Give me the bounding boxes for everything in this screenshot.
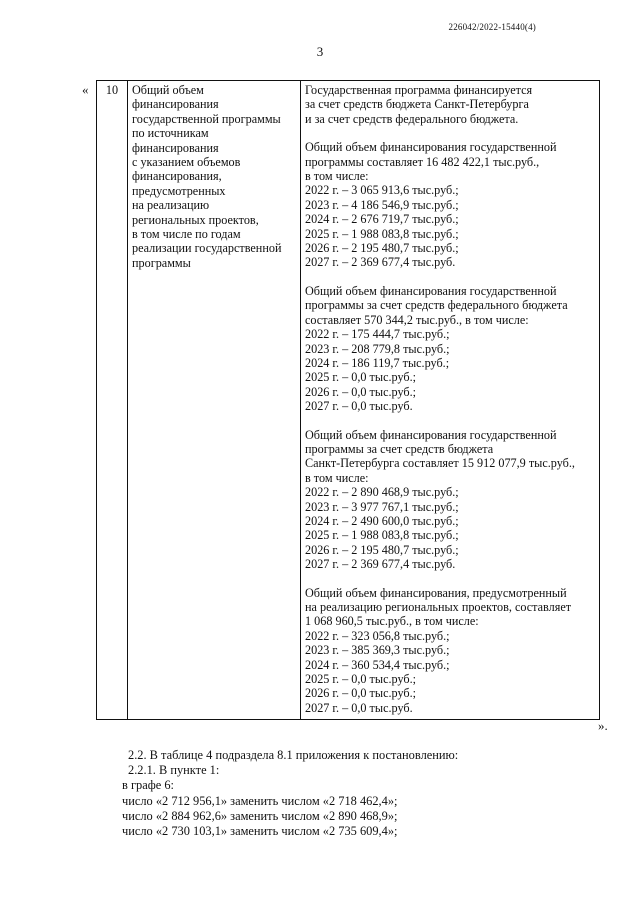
amendment-text <box>0 748 459 839</box>
text-line: в том числе: <box>305 470 369 485</box>
year-line: 2027 г. – 2 369 677,4 тыс.руб. <box>305 557 456 572</box>
year-line: 2024 г. – 360 534,4 тыс.руб.; <box>305 657 450 672</box>
year-line: 2026 г. – 0,0 тыс.руб.; <box>305 686 417 701</box>
table-row <box>97 81 600 720</box>
year-line: 2023 г. – 385 369,3 тыс.руб.; <box>305 643 450 658</box>
row-number: 10 <box>97 81 128 720</box>
text-line: Общий объем финансирования государственной <box>305 427 557 442</box>
year-line: 2025 г. – 0,0 тыс.руб.; <box>305 672 417 687</box>
text-line: и за счет средств федерального бюджета. <box>305 111 519 126</box>
text-line: программы составляет 16 482 422,1 тыс.руб., <box>305 154 540 169</box>
year-line: 2023 г. – 3 977 767,1 тыс.руб.; <box>305 499 459 514</box>
federal-funding-paragraph <box>305 284 595 414</box>
year-line: 2025 г. – 1 988 083,8 тыс.руб.; <box>305 528 459 543</box>
year-line: 2025 г. – 1 988 083,8 тыс.руб.; <box>305 226 459 241</box>
text-line: Государственная программа финансируется <box>305 83 533 97</box>
year-line: 2027 г. – 2 369 677,4 тыс.руб. <box>305 255 456 270</box>
year-line: 2022 г. – 2 890 468,9 тыс.руб.; <box>305 485 459 500</box>
year-line: 2026 г. – 0,0 тыс.руб.; <box>305 384 417 399</box>
year-line: 2023 г. – 208 779,8 тыс.руб.; <box>305 341 450 356</box>
text-line: Общий объем финансирования государственной <box>305 140 557 155</box>
year-line: 2022 г. – 3 065 913,6 тыс.руб.; <box>305 183 459 198</box>
financing-table <box>96 80 600 720</box>
text-line: Санкт-Петербурга составляет 15 912 077,9 тыс.руб., <box>305 456 575 471</box>
year-line: 2026 г. – 2 195 480,7 тыс.руб.; <box>305 542 459 557</box>
row-label <box>128 81 301 720</box>
year-line: 2022 г. – 323 056,8 тыс.руб.; <box>305 628 450 643</box>
text-line: 1 068 960,5 тыс.руб., в том числе: <box>305 614 479 629</box>
opening-quote: « <box>82 82 89 97</box>
label-line: Общий объем <box>132 83 204 97</box>
label-line: государственной программы <box>132 111 281 126</box>
section-heading: 2.2. В таблице 4 подраздела 8.1 приложения к постановлению: <box>128 748 459 762</box>
year-line: 2026 г. – 2 195 480,7 тыс.руб.; <box>305 241 459 256</box>
label-line: в том числе по годам <box>132 227 241 242</box>
year-line: 2024 г. – 2 676 719,7 тыс.руб.; <box>305 212 459 227</box>
column-reference: в графе 6: <box>122 778 174 793</box>
label-line: с указанием объемов <box>132 155 241 170</box>
label-line: программы <box>132 255 191 270</box>
label-line: по источникам <box>132 126 209 141</box>
year-line: 2024 г. – 186 119,7 тыс.руб.; <box>305 355 450 370</box>
label-line: на реализацию <box>132 198 210 213</box>
text-line: на реализацию региональных проектов, составляет <box>305 600 572 614</box>
replacement-line: число «2 730 103,1» заменить числом «2 735 609,4»; <box>122 824 398 839</box>
regional-projects-paragraph <box>305 586 595 716</box>
text-line: программы за счет средств федерального бюджета <box>305 298 568 313</box>
year-line: 2022 г. – 175 444,7 тыс.руб.; <box>305 327 450 342</box>
funding-sources-paragraph <box>305 83 595 126</box>
total-funding-paragraph <box>305 140 595 270</box>
replacement-line: число «2 712 956,1» заменить числом «2 718 462,4»; <box>122 793 398 808</box>
text-line: Общий объем финансирования, предусмотренный <box>305 585 567 600</box>
subsection-heading: 2.2.1. В пункте 1: <box>128 763 220 778</box>
label-line: предусмотренных <box>132 183 226 198</box>
text-line: Общий объем финансирования государственной <box>305 283 557 298</box>
row-content <box>301 81 600 720</box>
year-line: 2024 г. – 2 490 600,0 тыс.руб.; <box>305 513 459 528</box>
year-line: 2027 г. – 0,0 тыс.руб. <box>305 700 413 715</box>
document-id: 226042/2022-15440(4) <box>448 22 536 32</box>
text-line: программы за счет средств бюджета <box>305 441 494 456</box>
text-line: в том числе: <box>305 169 369 184</box>
label-line: региональных проектов, <box>132 212 259 227</box>
page-number: 3 <box>316 44 324 59</box>
year-line: 2023 г. – 4 186 546,9 тыс.руб.; <box>305 197 459 212</box>
label-line: финансирования <box>132 140 219 155</box>
city-budget-funding-paragraph <box>305 428 595 572</box>
label-line: финансирования <box>132 97 219 112</box>
label-line: финансирования, <box>132 169 222 184</box>
closing-quote: ». <box>598 718 608 733</box>
text-line: составляет 570 344,2 тыс.руб., в том числе: <box>305 312 529 327</box>
text-line: за счет средств бюджета Санкт-Петербурга <box>305 97 529 112</box>
label-line: реализации государственной <box>132 241 282 256</box>
year-line: 2025 г. – 0,0 тыс.руб.; <box>305 370 417 385</box>
year-line: 2027 г. – 0,0 тыс.руб. <box>305 399 413 414</box>
replacement-line: число «2 884 962,6» заменить числом «2 890 468,9»; <box>122 808 398 823</box>
